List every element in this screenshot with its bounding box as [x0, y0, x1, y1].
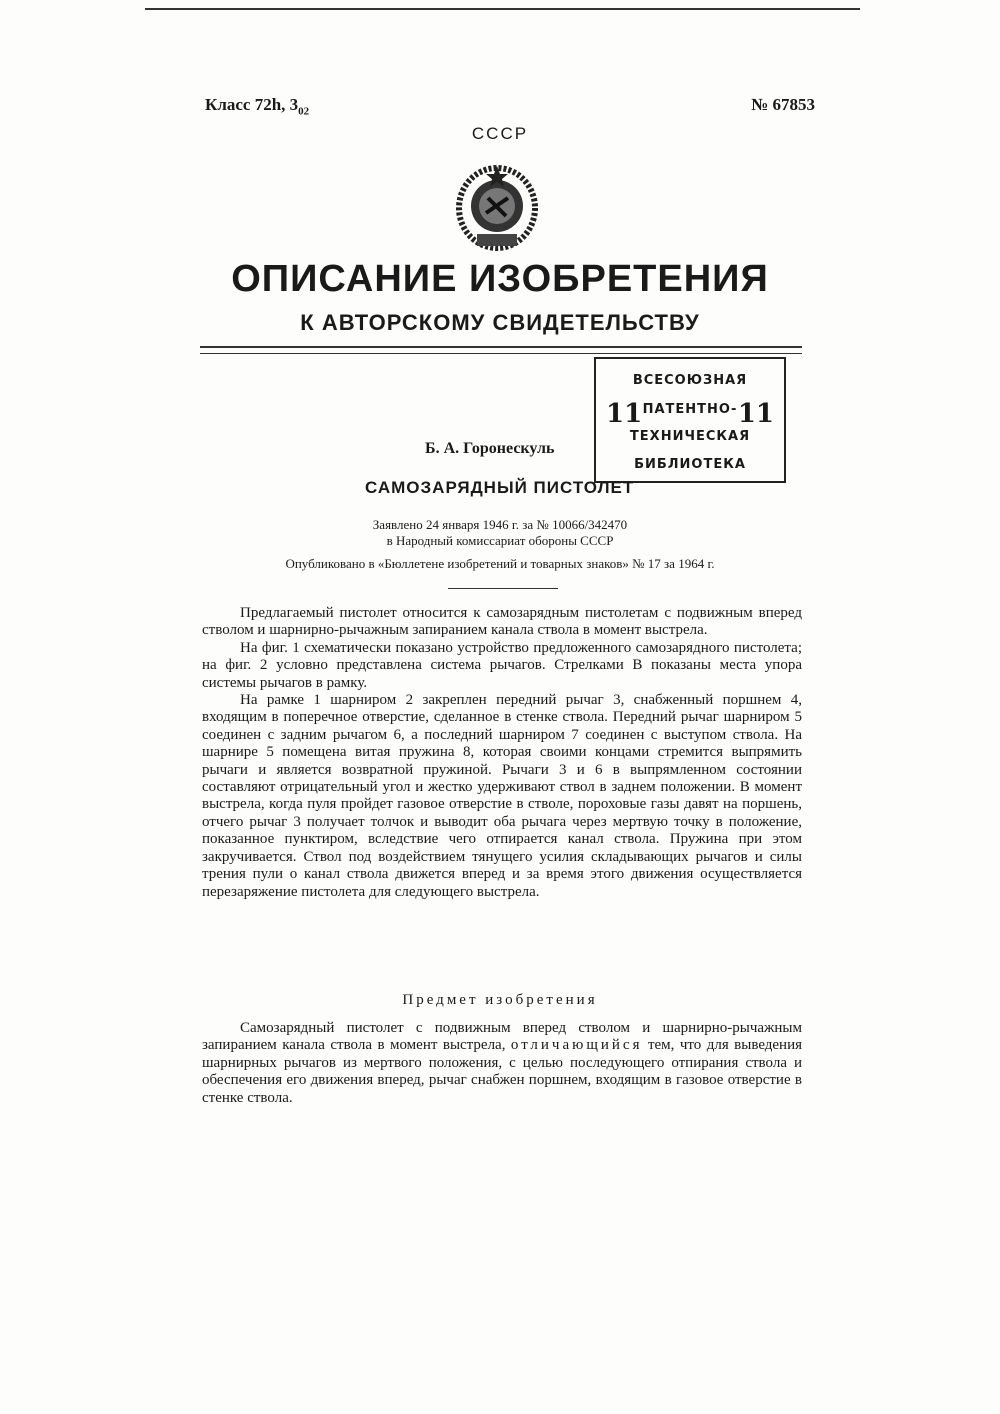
stamp-line: ВСЕСОЮЗНАЯ	[632, 373, 748, 388]
description-paragraph: На рамке 1 шарниром 2 закреплен передний рычаг 3, снабженный поршнем 4, входящим в поперечное отверстие, сделанное в стенке ствола. Передний рычаг шарниром 5 соединен с задним рычагом 6, а последний шарниром 7 соединен с выступом ствола. На шарнире 5 помещена витая пружина 8, которая своими концами стремится выпрямить рычаги и является возвратной пружиной. Рычаги 3 и 6 в выпрямленном состоянии составляют отрицательный угол и жестко удерживают ствол в заднем положении. В момент выстрела, когда пуля пройдет газовое отверстие в стволе, пороховые газы давят на поршень, отчего рычаг 3 получает толчок и выводит оба рычага через мертвую точку в положение, показанное пунктиром, вследствие чего отпирается канал ствола. Пружина при этом закручивается. Ствол под воздействием тянущего усилия складывающих рычагов и силы трения пули о канал ствола движется вперед и за время этого движения осуществляется перезаряжение пистолета для следующего выстрела.	[202, 692, 802, 900]
claims-paragraph	[202, 1020, 802, 1107]
claims-text: тем, что для выведения шарнирных рычагов из мертвого положения, с целью последующего отпирания ствола и обеспечения его движения вперед, рычаг снабжен поршнем, входящим в газовое отверстие в стенке ствола.	[202, 1037, 803, 1106]
class-text: Класс 72h, 3	[205, 95, 299, 114]
claims-spaced-term: отличающийся	[510, 1037, 643, 1054]
description-paragraph: Предлагаемый пистолет относится к самозарядным пистолетам с подвижным вперед стволом и шарнирно-рычажным запиранием канала ствола в момент выстрела.	[202, 605, 802, 639]
filing-office: в Народный комиссариат обороны СССР	[386, 533, 614, 548]
document-title: ОПИСАНИЕ ИЗОБРЕТЕНИЯ	[231, 258, 769, 300]
document-subtitle: К АВТОРСКОМУ СВИДЕТЕЛЬСТВУ	[300, 310, 700, 335]
class-subscript: 02	[298, 105, 310, 118]
stamp-line: БИБЛИОТЕКА	[634, 457, 746, 472]
top-rule	[145, 8, 860, 10]
stamp-line: ТЕХНИЧЕСКАЯ	[629, 429, 751, 444]
double-rule	[200, 346, 802, 354]
separator-rule	[448, 588, 558, 589]
claims-text: Самозарядный пистолет с подвижным вперед стволом и шарнирно-рычажным запиранием канала ствола в момент выстрела,	[202, 1020, 802, 1054]
description-paragraph: На фиг. 1 схематически показано устройство предложенного самозарядного пистолета; на фиг. 2 условно представлена система рычагов. Стрелками В показаны места упора системы рычагов в рамку.	[202, 639, 802, 691]
stamp-mark-right: 11	[737, 399, 774, 429]
claims-heading: Предмет изобретения	[402, 992, 598, 1008]
patent-number: № 67853	[751, 95, 815, 114]
patent-title: САМОЗАРЯДНЫЙ ПИСТОЛЕТ	[365, 478, 635, 497]
stamp-line: ПАТЕНТНО-	[642, 402, 738, 417]
country-label: СССР	[471, 124, 529, 143]
library-stamp	[594, 357, 786, 483]
description	[202, 605, 802, 901]
filed-date: Заявлено 24 января 1946 г. за № 10066/342470	[372, 517, 628, 532]
publication-info: Опубликовано в «Бюллетене изобретений и товарных знаков» № 17 за 1964 г.	[285, 556, 715, 571]
class-label	[205, 95, 309, 117]
state-emblem-icon	[452, 158, 542, 253]
author-name: Б. А. Горонескуль	[425, 440, 555, 457]
claims	[202, 1020, 802, 1107]
stamp-mark-left: 11	[606, 399, 643, 429]
